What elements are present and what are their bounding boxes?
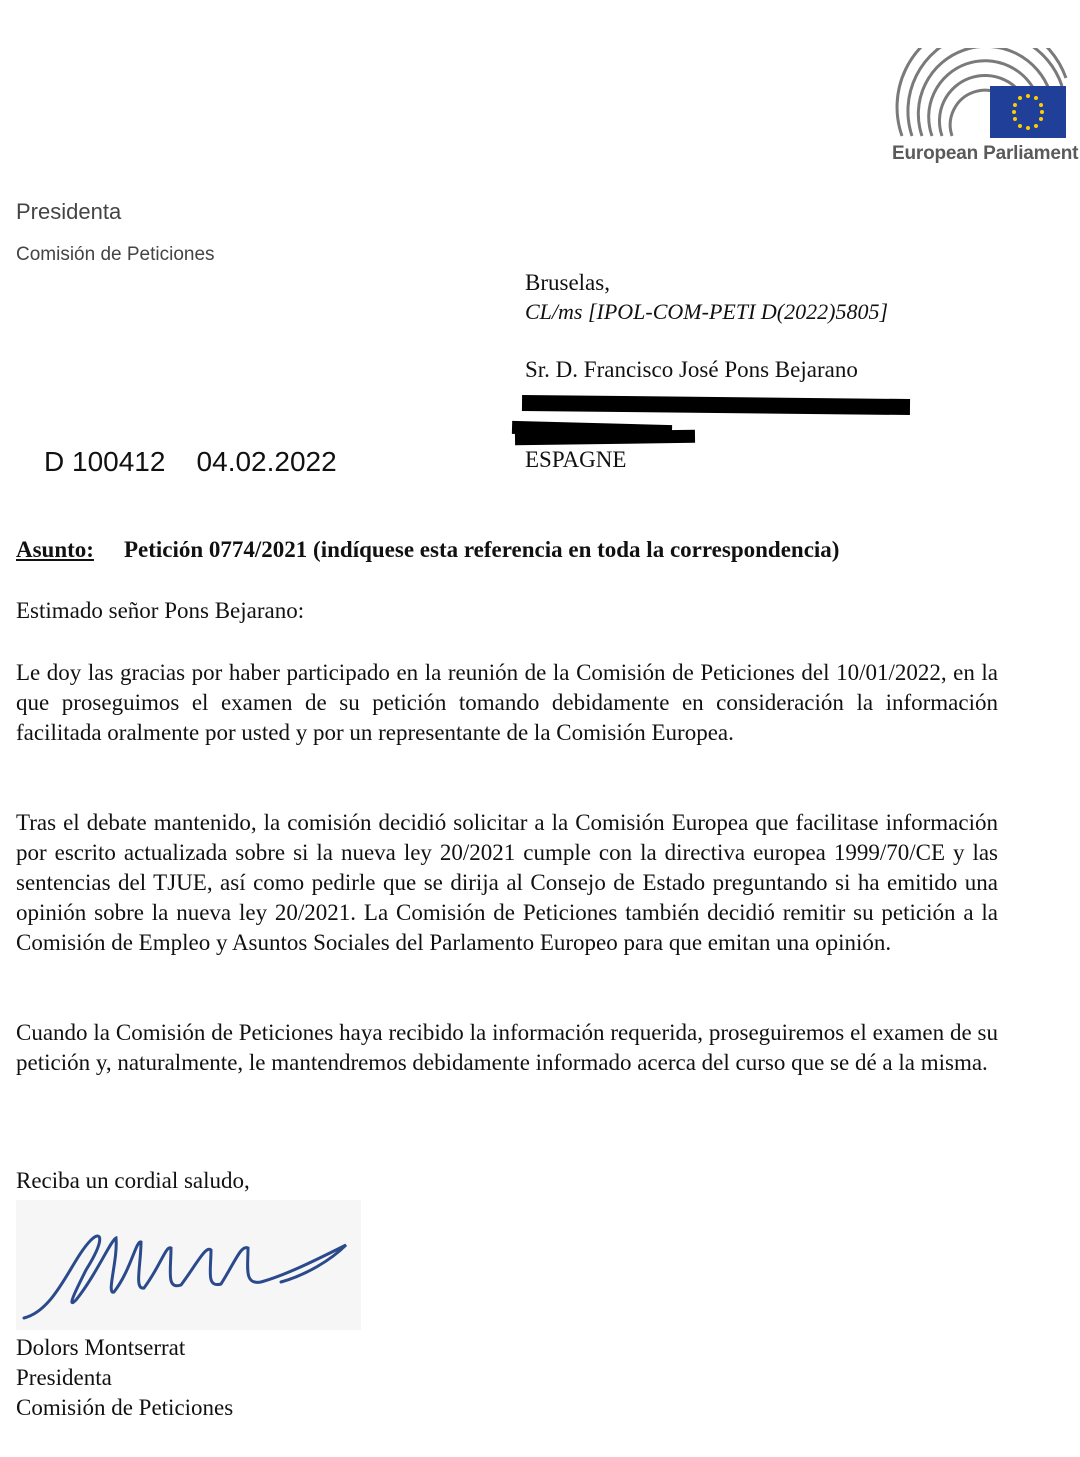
paragraph: Tras el debate mantenido, la comisión decidió solicitar a la Comisión Europea que facilitase información por escrito actualizada sobre si la nueva ley 20/2021 cumple con la directiva europea 1999/70/CE y las sentencias del TJUE, así como pedirle que se dirija al Consejo de Estado preguntando si ha emitido una opinión sobre la nueva ley 20/2021. La Comisión de Peticiones también decidió remitir su petición a la Comisión de Empleo y Asuntos Sociales del Parlamento Europeo para que emitan una opinión. (16, 810, 998, 955)
subject-text: Petición 0774/2021 (indíquese esta referencia en toda la correspondencia) (123, 537, 840, 562)
logo-text: European Parliament (892, 143, 1079, 164)
paragraph: Cuando la Comisión de Peticiones haya recibido la información requerida, proseguiremos el examen de su petición y, naturalmente, le mantendremos debidamente informado acerca del curso que se dé a la misma. (16, 1020, 998, 1075)
country-line: ESPAGNE (525, 447, 627, 472)
redaction-bar (522, 395, 910, 415)
sender-title: Presidenta (16, 199, 122, 224)
subject-label: Asunto: (16, 537, 94, 562)
document-reference: D 100412 04.02.2022 (44, 446, 337, 477)
city-line: Bruselas, (525, 270, 610, 295)
reference-line: CL/ms [IPOL-COM-PETI D(2022)5805] (525, 299, 888, 324)
paragraph: Le doy las gracias por haber participado en la reunión de la Comisión de Peticiones del 10/01/2022, en la que proseguimos el examen de su petición tomando debidamente en consideración la información facilitada oralmente por usted y por un representante de la Comisión Europea. (16, 660, 998, 745)
hemicycle-icon (890, 48, 1070, 148)
signatory-title: Presidenta (16, 1365, 112, 1390)
subject-line (16, 537, 839, 563)
eu-flag-icon (990, 86, 1066, 138)
recipient-name: Sr. D. Francisco José Pons Bejarano (525, 357, 858, 382)
sender-committee: Comisión de Peticiones (16, 244, 215, 265)
signatory-name: Dolors Montserrat (16, 1335, 186, 1360)
handwritten-signature (16, 1200, 361, 1330)
salutation: Estimado señor Pons Bejarano: (16, 598, 305, 623)
closing: Reciba un cordial saludo, (16, 1168, 250, 1193)
signatory-committee: Comisión de Peticiones (16, 1395, 234, 1420)
redaction-bar (515, 430, 695, 446)
